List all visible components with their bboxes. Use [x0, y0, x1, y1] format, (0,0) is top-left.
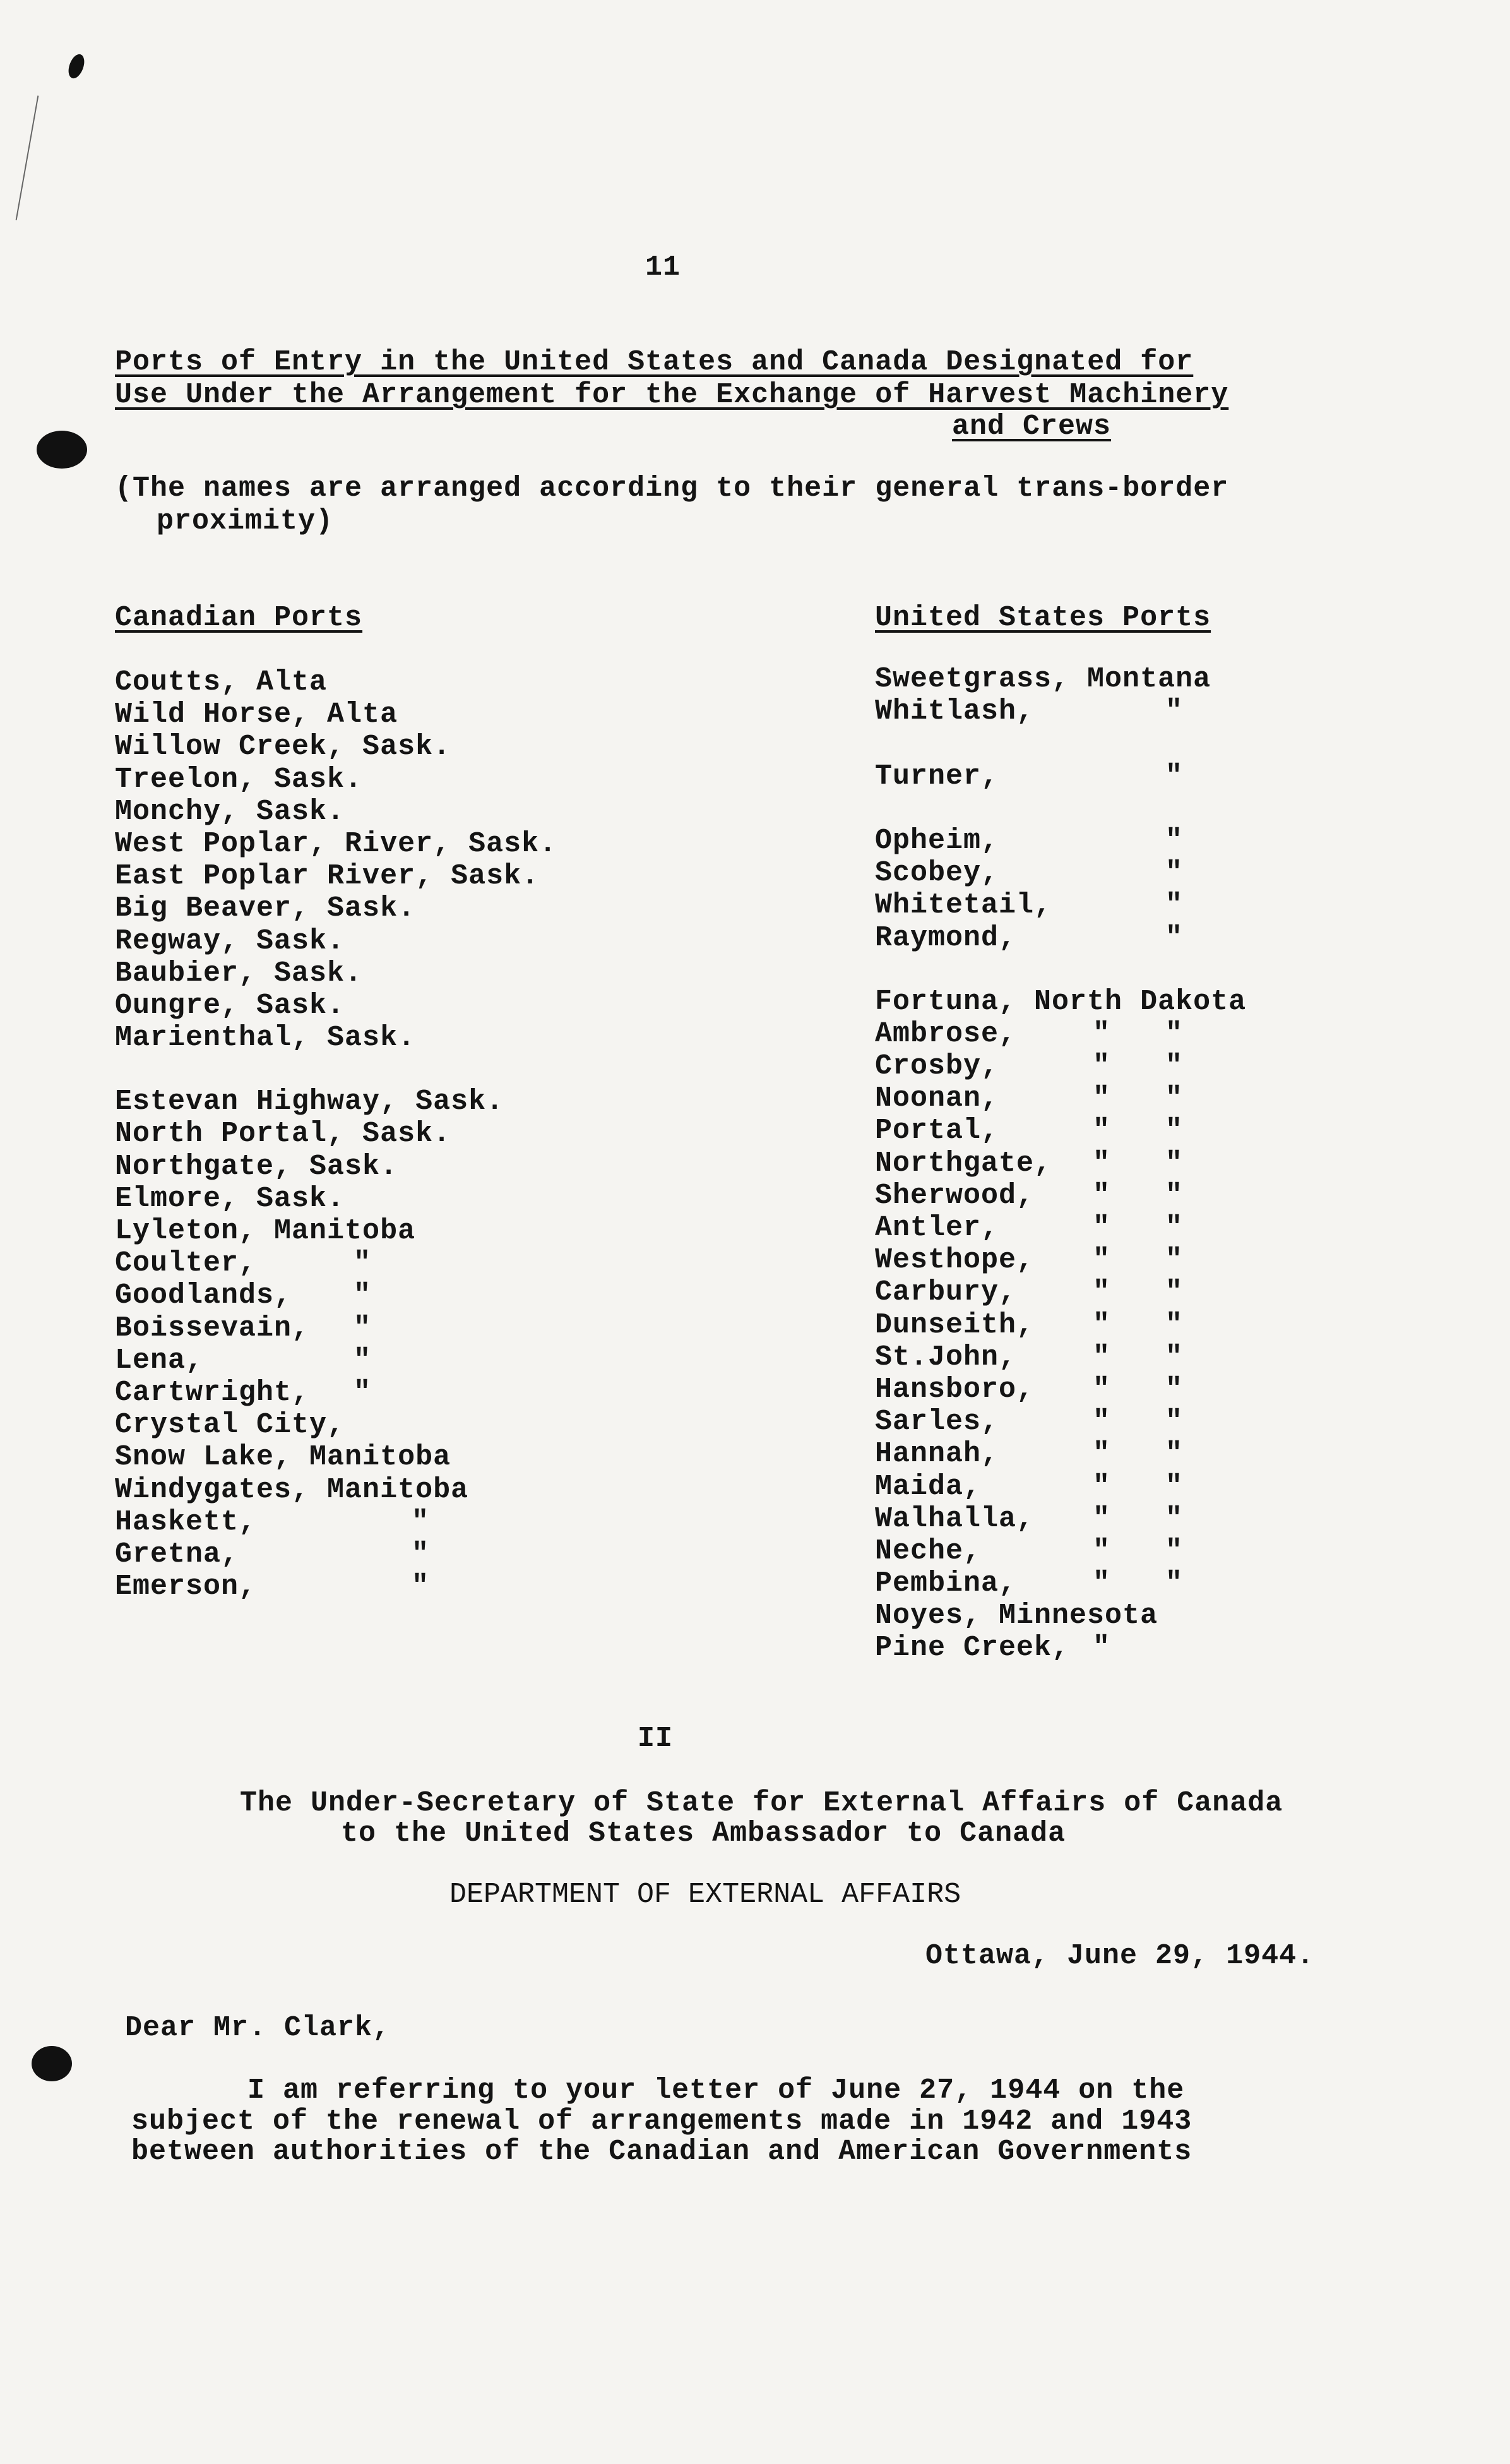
- list-item: Sarles, " ": [875, 1406, 1184, 1438]
- list-item: Wild Horse, Alta: [115, 698, 398, 731]
- list-item: Portal, " ": [875, 1115, 1184, 1147]
- us-ports-list: [875, 663, 1443, 1665]
- list-item: Ambrose, " ": [875, 1017, 1184, 1050]
- list-item: Treelon, Sask.: [115, 763, 363, 796]
- list-item: Monchy, Sask.: [115, 795, 345, 828]
- dateline: Ottawa, June 29, 1944.: [925, 1940, 1315, 1972]
- list-item: Crosby, " ": [875, 1050, 1184, 1083]
- body-line-1: I am referring to your letter of June 27, 1944 on the: [247, 2074, 1185, 2107]
- list-item: Gretna, ": [115, 1538, 430, 1570]
- list-item: Coulter, ": [115, 1247, 372, 1280]
- canadian-ports-list: [115, 666, 809, 1603]
- list-item: East Poplar River, Sask.: [115, 860, 540, 893]
- list-item: Crystal City,: [115, 1409, 345, 1442]
- sender-line-2: to the United States Ambassador to Canada: [341, 1817, 1066, 1850]
- list-item: Walhalla, " ": [875, 1502, 1184, 1535]
- list-item: Whitlash, ": [875, 695, 1184, 728]
- list-item: Lyleton, Manitoba: [115, 1215, 416, 1247]
- list-item: [875, 727, 1443, 760]
- list-item: Antler, " ": [875, 1212, 1184, 1244]
- list-item: [875, 792, 1443, 825]
- list-item: Northgate, Sask.: [115, 1150, 398, 1183]
- list-item: Raymond, ": [875, 921, 1184, 954]
- title-line-1: Ports of Entry in the United States and Canada Designated for: [115, 346, 1194, 378]
- list-item: Elmore, Sask.: [115, 1182, 345, 1215]
- list-item: Lena, ": [115, 1344, 372, 1377]
- body-line-3: between authorities of the Canadian and American Governments: [131, 2136, 1192, 2168]
- salutation: Dear Mr. Clark,: [125, 2012, 391, 2044]
- list-item: Boissevain, ": [115, 1312, 372, 1344]
- title-line-2: Use Under the Arrangement for the Exchange of Harvest Machinery: [115, 379, 1229, 411]
- punch-hole-mark: [37, 431, 87, 469]
- note-line-2: proximity): [157, 505, 334, 537]
- list-item: Fortuna, North Dakota: [875, 985, 1247, 1018]
- list-item: Estevan Highway, Sask.: [115, 1085, 504, 1118]
- list-item: Neche, " ": [875, 1534, 1184, 1567]
- list-item: Pine Creek, ": [875, 1632, 1111, 1665]
- sender-line-1: The Under-Secretary of State for External Affairs of Canada: [240, 1787, 1283, 1819]
- list-item: Scobey, ": [875, 857, 1184, 890]
- list-item: Pembina, " ": [875, 1567, 1184, 1600]
- list-item: Westhope, " ": [875, 1244, 1184, 1277]
- list-item: Marienthal, Sask.: [115, 1022, 416, 1055]
- list-item: Haskett, ": [115, 1505, 430, 1538]
- list-item: Hannah, " ": [875, 1438, 1184, 1471]
- body-line-2: subject of the renewal of arrangements made in 1942 and 1943: [131, 2105, 1192, 2138]
- list-item: Goodlands, ": [115, 1279, 372, 1312]
- title-line-3: and Crews: [952, 410, 1112, 443]
- list-item: Noyes, Minnesota: [875, 1600, 1158, 1632]
- department-heading: DEPARTMENT OF EXTERNAL AFFAIRS: [449, 1879, 961, 1911]
- list-item: Snow Lake, Manitoba: [115, 1441, 451, 1474]
- list-item: Coutts, Alta: [115, 666, 328, 698]
- list-item: Dunseith, " ": [875, 1308, 1184, 1341]
- list-item: Oungre, Sask.: [115, 989, 345, 1022]
- list-item: Big Beaver, Sask.: [115, 892, 416, 925]
- section-numeral: II: [638, 1723, 674, 1755]
- list-item: Willow Creek, Sask.: [115, 731, 451, 763]
- scan-scratch-mark: [16, 95, 39, 220]
- list-item: Baubier, Sask.: [115, 957, 363, 990]
- list-item: Sherwood, " ": [875, 1179, 1184, 1212]
- punch-hole-mark: [66, 52, 87, 80]
- list-item: Carbury, " ": [875, 1276, 1184, 1309]
- canadian-ports-header: Canadian Ports: [115, 602, 363, 634]
- page-number: 11: [645, 251, 681, 284]
- list-item: Regway, Sask.: [115, 924, 345, 957]
- list-item: Hansboro, " ": [875, 1373, 1184, 1406]
- list-item: North Portal, Sask.: [115, 1118, 451, 1151]
- us-ports-header: United States Ports: [875, 602, 1211, 634]
- punch-hole-mark: [32, 2046, 72, 2081]
- list-item: St.John, " ": [875, 1341, 1184, 1373]
- note-line-1: (The names are arranged according to their general trans-border: [115, 472, 1229, 505]
- list-item: Emerson, ": [115, 1570, 430, 1603]
- list-item: Northgate, " ": [875, 1147, 1184, 1180]
- list-item: Opheim, ": [875, 824, 1184, 857]
- list-item: Sweetgrass, Montana: [875, 663, 1211, 695]
- list-item: Turner, ": [875, 760, 1184, 792]
- list-item: Windygates, Manitoba: [115, 1473, 469, 1506]
- list-item: Noonan, " ": [875, 1082, 1184, 1115]
- list-item: Whitetail, ": [875, 889, 1184, 922]
- list-item: West Poplar, River, Sask.: [115, 827, 557, 860]
- list-item: Cartwright, ": [115, 1376, 372, 1409]
- list-item: Maida, " ": [875, 1470, 1184, 1503]
